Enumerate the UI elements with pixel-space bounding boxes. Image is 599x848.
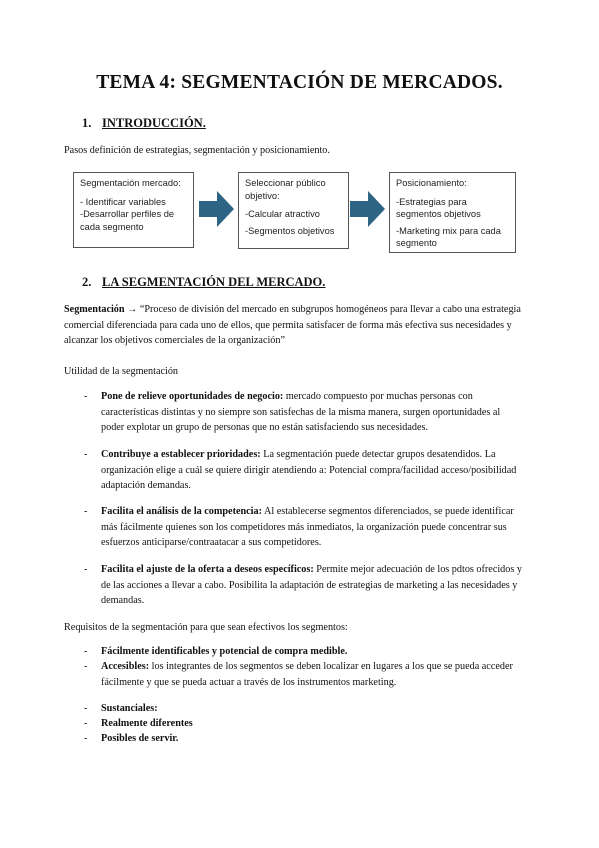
bullet-dash: - <box>84 718 88 729</box>
section-title: LA SEGMENTACIÓN DEL MERCADO. <box>102 275 326 289</box>
bullet-dash: - <box>84 564 88 575</box>
bullet-dash: - <box>84 391 88 402</box>
bullet-dash: - <box>84 703 88 714</box>
box-item: - Identificar variables <box>80 196 166 207</box>
utility-heading: Utilidad de la segmentación <box>64 366 179 377</box>
intro-paragraph: Pasos definición de estrategias, segmentación y posicionamiento. <box>64 145 330 156</box>
definition-term: Segmentación <box>64 304 125 315</box>
item-text: los integrantes de los segmentos se deben localizar en lugares a los que se pueda acceder fácilmente y que se pueda actuar a través de los instrumentos marketing. <box>101 661 513 688</box>
box-heading: Segmentación mercado: <box>80 178 181 188</box>
section-heading-introduccion <box>82 116 206 131</box>
arrow-icon: → <box>127 304 138 315</box>
definition-paragraph <box>64 302 526 349</box>
diagram-box-publico-objetivo <box>238 172 349 249</box>
box-item: -Marketing mix para cada segmento <box>396 225 501 248</box>
box-item: -Desarrollar perfiles de cada segmento <box>80 209 175 232</box>
right-arrow-icon <box>350 191 386 227</box>
definition-text: “Proceso de división del mercado en subgrupos homogéneos para llevar a cabo una estrategia comercial diferenciada para cada uno de ellos, que permita satisfacer de forma más efectiva sus necesidades y alcanzar los objetivos comerciales de la organización” <box>64 304 521 346</box>
item-bold: Pone de relieve oportunidades de negocio: <box>101 391 284 402</box>
item-bold: Facilita el ajuste de la oferta a deseos específicos: <box>101 564 314 575</box>
section-number: 1. <box>82 116 92 130</box>
box-item: -Calcular atractivo <box>245 209 320 219</box>
section-title: INTRODUCCIÓN. <box>102 116 206 130</box>
section-number: 2. <box>82 275 92 289</box>
box-item: -Estrategias para segmentos objetivos <box>396 196 481 219</box>
bullet-dash: - <box>84 449 88 460</box>
item-bold: Facilita el análisis de la competencia: <box>101 506 262 517</box>
bullet-dash: - <box>84 506 88 517</box>
item-bold: Posibles de servir. <box>101 733 179 744</box>
item-bold: Accesibles: <box>101 661 150 672</box>
bullet-dash: - <box>84 646 88 657</box>
right-arrow-icon <box>199 191 235 227</box>
item-bold: Sustanciales: <box>101 703 158 714</box>
box-item: -Segmentos objetivos <box>245 225 335 236</box>
item-text: Al establecerse segmentos diferenciados, se puede identificar más fácilmente quienes son los competidores más inmediatos, la organización puede concentrar sus esfuerzos anticiparse/contraatacar a sus competidores. <box>101 506 514 548</box>
bullet-dash: - <box>84 733 88 744</box>
item-text: mercado compuesto por muchas personas con características distintas y no siempre son satisfechas de la misma manera, surgen oportunidades al poder explotar un grupo de personas que no están satisfaciendo sus necesidades. <box>101 391 501 433</box>
item-bold: Contribuye a establecer prioridades: <box>101 449 261 460</box>
page-title: TEMA 4: SEGMENTACIÓN DE MERCADOS. <box>96 72 503 93</box>
bullet-dash: - <box>84 661 88 672</box>
diagram-box-segmentacion <box>73 172 194 248</box>
diagram-box-posicionamiento <box>389 172 516 253</box>
item-bold: Fácilmente identificables y potencial de compra medible. <box>101 646 348 657</box>
requirements-heading: Requisitos de la segmentación para que sean efectivos los segmentos: <box>64 622 348 633</box>
box-heading: Posicionamiento: <box>396 178 467 188</box>
box-heading: Seleccionar público objetivo: <box>245 178 326 201</box>
item-text: Permite mejor adecuación de los pdtos ofrecidos y de las acciones a llevar a cabo. Posibilita la adaptación de estrategias de marketing a las necesidades y demandas. <box>101 564 522 606</box>
item-text: La segmentación puede detectar grupos desatendidos. La organización elige a cuál se quiere dirigir atendiendo a: Potencial compra/facilidad acceso/posibilidad adaptación demandas. <box>101 449 517 491</box>
item-bold: Realmente diferentes <box>101 718 193 729</box>
section-heading-segmentacion <box>82 275 325 290</box>
